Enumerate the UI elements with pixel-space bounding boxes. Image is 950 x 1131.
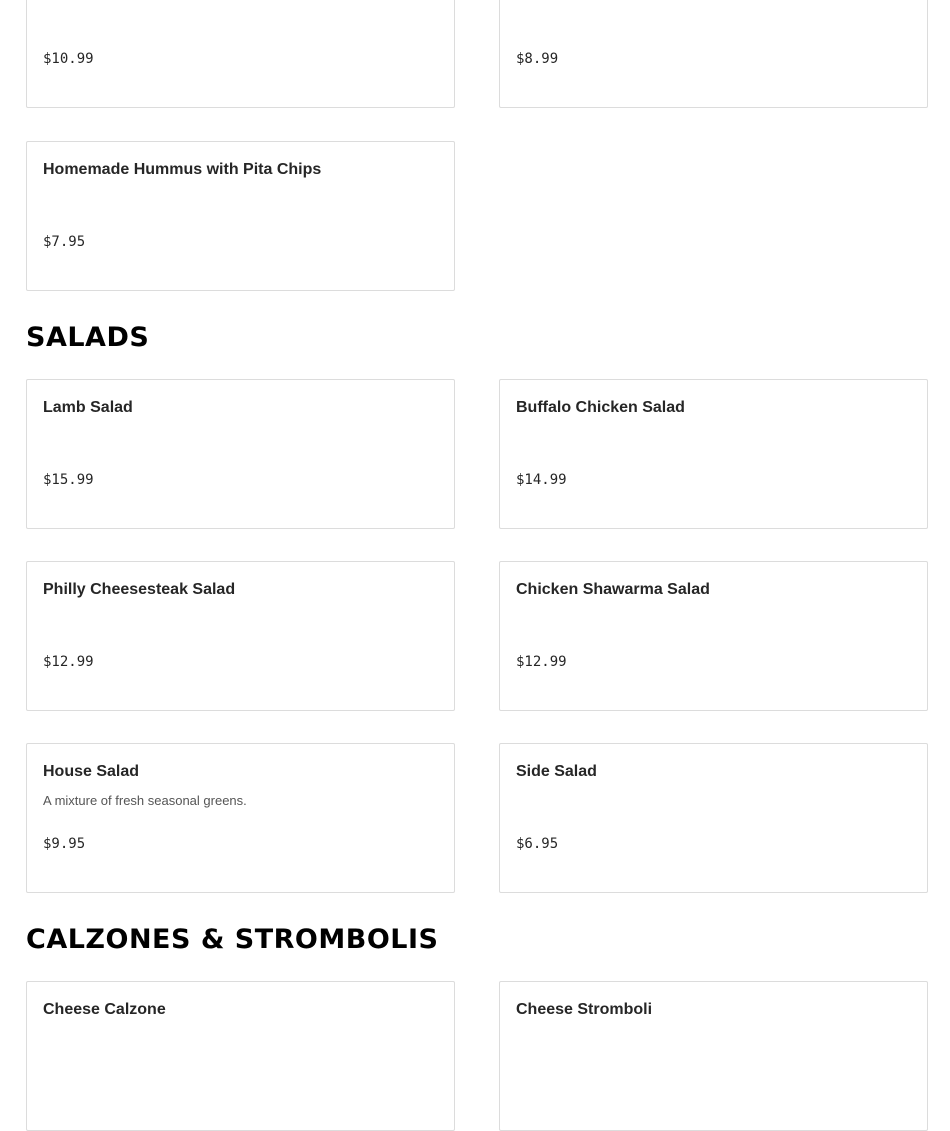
item-name: Cheese Calzone [43,1001,166,1018]
section-title-calzones-strombolis: CALZONES & STROMBOLIS [26,924,439,955]
menu-item-card[interactable] [26,561,455,711]
item-price: $12.99 [516,654,567,670]
item-name: Lamb Salad [43,399,133,416]
item-name: Cheese Stromboli [516,1001,653,1018]
menu-item-card[interactable] [26,981,455,1131]
menu-item-card[interactable] [499,379,928,529]
menu-item-card[interactable] [499,981,928,1131]
menu-item-card[interactable] [26,0,455,108]
item-name: Side Salad [516,763,597,780]
item-name: Philly Cheesesteak Salad [43,581,236,598]
item-name: Buffalo Chicken Salad [516,399,685,416]
menu-item-card[interactable] [499,743,928,893]
section-title-salads: SALADS [26,322,150,353]
menu-item-card[interactable] [26,141,455,291]
item-price: $9.95 [43,836,86,852]
item-price: $15.99 [43,472,94,488]
menu-item-card[interactable] [499,561,928,711]
item-price: $7.95 [43,234,86,250]
item-price: $10.99 [43,51,94,67]
item-name: House Salad [43,763,140,780]
menu-item-card[interactable] [26,743,455,893]
item-description: A mixture of fresh seasonal greens. [43,793,247,808]
item-name: Chicken Shawarma Salad [516,581,710,598]
item-price: $8.99 [516,51,559,67]
item-price: $14.99 [516,472,567,488]
item-price: $6.95 [516,836,559,852]
menu-item-card[interactable] [499,0,928,108]
item-price: $12.99 [43,654,94,670]
menu-item-card[interactable] [26,379,455,529]
item-name: Homemade Hummus with Pita Chips [43,161,322,178]
